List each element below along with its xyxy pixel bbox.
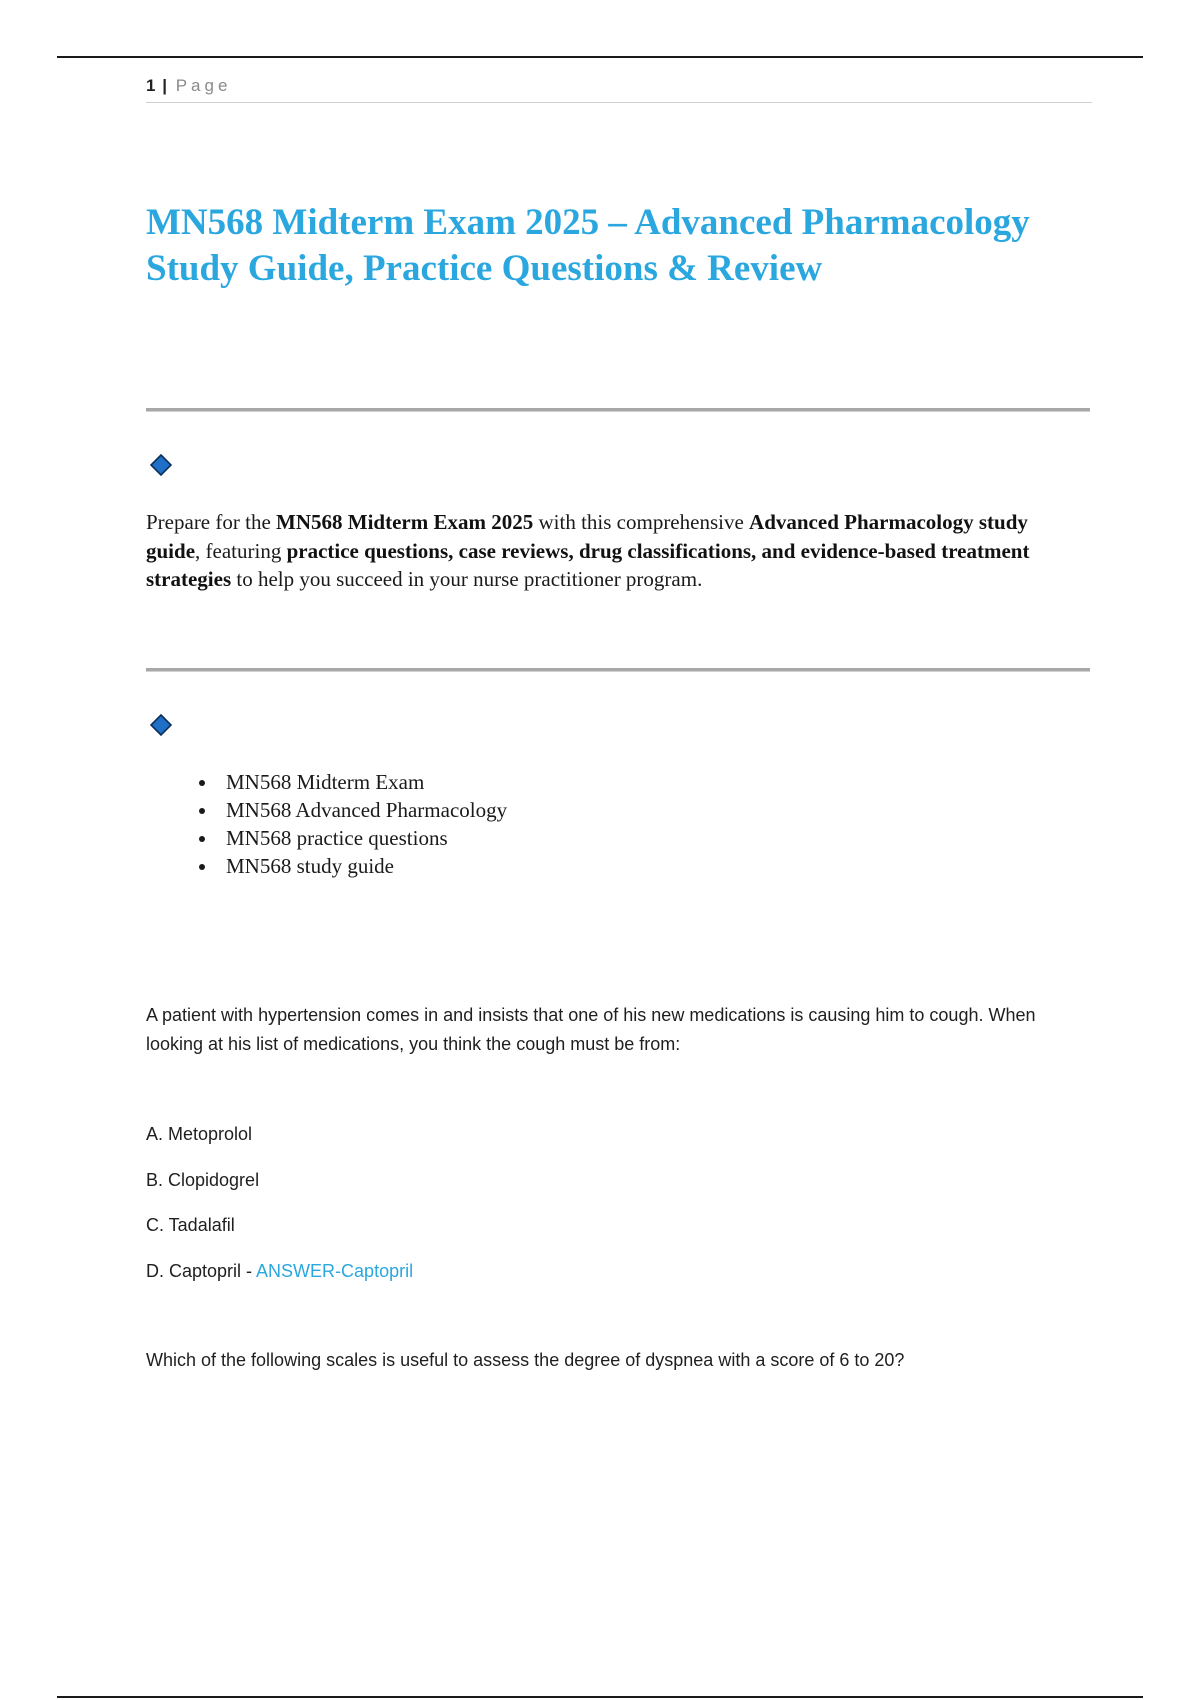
keyword-list [180, 768, 507, 880]
intro-bold-features: practice questions, case reviews, drug classifications, and evidence-based treatment strategies [146, 538, 1030, 591]
section-divider [146, 408, 1090, 412]
page-separator: | [162, 76, 167, 95]
diamond-icon [150, 454, 172, 476]
question-1-option-a: A. Metoprolol [146, 1124, 253, 1144]
intro-text: with this comprehensive [533, 510, 750, 534]
list-item: • MN568 practice questions [218, 824, 507, 852]
list-item: • MN568 study guide [218, 852, 507, 880]
bottom-page-rule [57, 1696, 1143, 1698]
intro-text: Prepare for the [146, 510, 277, 534]
question-1-option-d [146, 1259, 413, 1283]
question-1-option-c: C. Tadalafil [146, 1215, 235, 1235]
intro-text: to help you succeed in your nurse practitioner program. [231, 567, 703, 591]
intro-paragraph [146, 508, 1086, 594]
page-number: 1 [146, 76, 156, 95]
diamond-icon [150, 714, 172, 736]
question-1-option-b: B. Clopidogrel [146, 1170, 260, 1190]
intro-text: , featuring [195, 538, 287, 563]
page-header [146, 72, 1092, 103]
option-d-label: D. Captopril - [146, 1261, 257, 1281]
section-divider [146, 668, 1090, 672]
answer-text: ANSWER-Captopril [256, 1261, 414, 1281]
list-item: • MN568 Midterm Exam [218, 768, 507, 796]
question-2-text: Which of the following scales is useful to assess the degree of dyspnea with a score of 6 to 20? [146, 1350, 905, 1370]
list-item: • MN568 Advanced Pharmacology [218, 796, 507, 824]
document-title: MN568 Midterm Exam 2025 – Advanced Pharmacology Study Guide, Practice Questions & Review [146, 202, 1030, 289]
page-label: Page [175, 76, 232, 95]
question-1-text: A patient with hypertension comes in and insists that one of his new medications is causing him to cough. When looking at his list of medications, you think the cough must be from: [146, 1005, 1036, 1054]
intro-bold-guide: Advanced Pharmacology study guide [146, 510, 1028, 563]
intro-bold-exam: MN568 Midterm Exam 2025 [276, 510, 534, 534]
top-page-rule [57, 56, 1143, 58]
